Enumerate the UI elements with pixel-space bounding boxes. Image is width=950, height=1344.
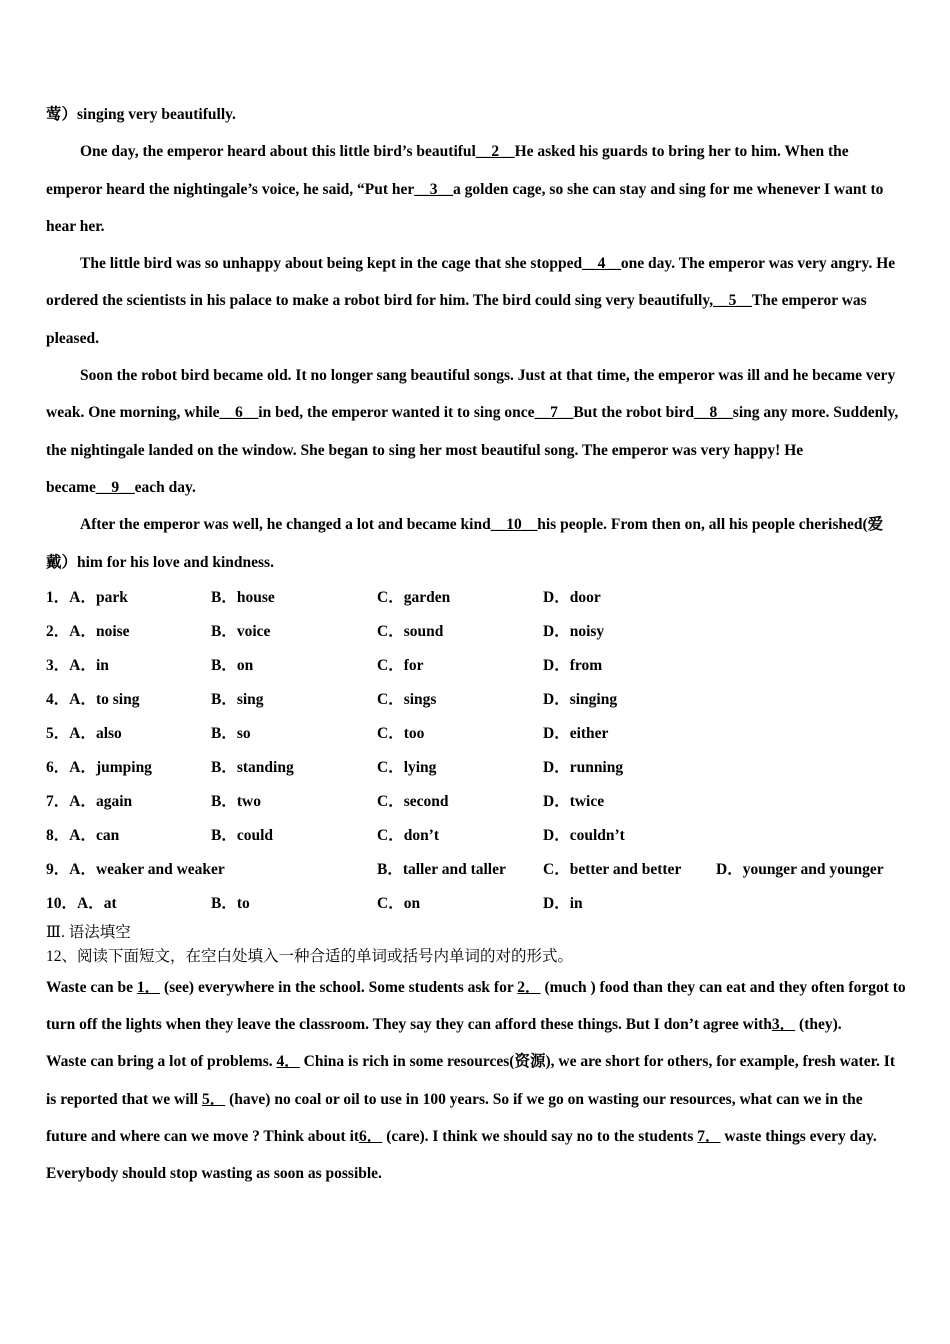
text-run: Waste can bring a lot of problems. bbox=[46, 1053, 277, 1071]
option-a: 6．A．jumping bbox=[46, 758, 152, 776]
option-b: B．so bbox=[211, 724, 251, 742]
passage1-paragraph-1 bbox=[46, 133, 906, 245]
option-a: 2．A．noise bbox=[46, 622, 130, 640]
blank-9: __9__ bbox=[95, 478, 135, 496]
passage1-paragraph-2 bbox=[46, 245, 906, 357]
option-c: C．don’t bbox=[377, 826, 440, 844]
text-run: The emperor was pleased. bbox=[46, 292, 867, 347]
option-d: D．couldn’t bbox=[543, 826, 625, 844]
blank-2: 2． bbox=[517, 978, 541, 996]
option-a: 9．A．weaker and weaker bbox=[46, 860, 225, 878]
option-b: B．voice bbox=[211, 622, 271, 640]
section-heading: Ⅲ. 语法填空 bbox=[46, 923, 131, 941]
option-d: D．twice bbox=[543, 792, 605, 810]
text-run: Waste can be bbox=[46, 978, 137, 996]
passage2-paragraph-2 bbox=[46, 1043, 906, 1192]
option-b: B．standing bbox=[211, 758, 294, 776]
blank-3: 3． bbox=[771, 1016, 796, 1034]
option-c: C．better and better bbox=[543, 860, 682, 878]
text-run: (have) no coal or oil to use in 100 years. So if we go on wasting our resources, what can we in the future and where can we move ? Think about it bbox=[46, 1090, 863, 1146]
text-run: Soon the robot bird became old. It no longer sang beautiful songs. Just at that time, the emperor was ill and he became very weak. One morning, while bbox=[46, 367, 896, 422]
text-run: (they). bbox=[795, 1016, 842, 1034]
option-c: C．garden bbox=[377, 588, 451, 606]
text-run: waste things every day. Everybody should stop wasting as soon as possible. bbox=[46, 1128, 877, 1183]
option-d: D．younger and younger bbox=[716, 860, 884, 878]
text-run: a golden cage, so she can stay and sing for me whenever I want to hear her. bbox=[46, 180, 884, 235]
blank-5: __5__ bbox=[713, 292, 752, 310]
text-run: (care). I think we should say no to the students bbox=[382, 1128, 698, 1146]
option-c: C．too bbox=[377, 724, 425, 742]
option-d: D．noisy bbox=[543, 622, 605, 640]
option-c: C．lying bbox=[377, 758, 437, 776]
text-run: He asked his guards to bring her to him. When the emperor heard the nightingale’s voice, he said, “Put her bbox=[46, 143, 849, 198]
text-run: his people. From then on, all his people cherished(爱戴）him for his love and kindness. bbox=[46, 516, 884, 571]
option-b: B．house bbox=[211, 588, 275, 606]
option-a: 3．A．in bbox=[46, 656, 109, 674]
blank-4: 4． bbox=[276, 1053, 300, 1071]
document-page bbox=[46, 96, 906, 1193]
option-row-1 bbox=[46, 581, 906, 615]
option-d: D．either bbox=[543, 724, 609, 742]
text-run: But the robot bird bbox=[573, 404, 695, 422]
option-a: 4．A．to sing bbox=[46, 690, 140, 708]
option-row-4 bbox=[46, 683, 906, 717]
text-run: each day. bbox=[134, 478, 196, 496]
option-c: C．sings bbox=[377, 690, 437, 708]
option-row-8 bbox=[46, 819, 906, 853]
blank-8: __8__ bbox=[694, 404, 733, 422]
blank-5: 5． bbox=[201, 1090, 226, 1108]
blank-3: __3__ bbox=[414, 180, 453, 198]
blank-7: 7． bbox=[697, 1128, 721, 1146]
blank-7: __7__ bbox=[534, 404, 574, 422]
option-b: B．on bbox=[211, 656, 254, 674]
text-run: in bed, the emperor wanted it to sing once bbox=[258, 404, 535, 422]
option-a: 8．A．can bbox=[46, 826, 120, 844]
option-d: D．in bbox=[543, 894, 583, 912]
blank-10: __10__ bbox=[490, 516, 538, 534]
option-a: 5．A．also bbox=[46, 724, 122, 742]
text-run: sing any more. Suddenly, the nightingale landed on the window. She began to sing her most beautiful song. The emperor was very happy! He became bbox=[46, 404, 899, 496]
option-b: B．taller and taller bbox=[377, 860, 506, 878]
option-b: B．sing bbox=[211, 690, 264, 708]
option-d: D．door bbox=[543, 588, 601, 606]
section-instruction: 12、阅读下面短文，在空白处填入一种合适的单词或括号内单词的对的形式。 bbox=[46, 947, 574, 965]
option-row-10 bbox=[46, 887, 906, 921]
text-run: The little bird was so unhappy about being kept in the cage that she stopped bbox=[80, 255, 583, 273]
blank-2: __2__ bbox=[475, 143, 515, 161]
option-b: B．two bbox=[211, 792, 261, 810]
passage2-paragraph-1 bbox=[46, 969, 906, 1044]
option-row-3 bbox=[46, 649, 906, 683]
blank-6: __6__ bbox=[219, 404, 259, 422]
option-a: 7．A．again bbox=[46, 792, 133, 810]
option-row-5 bbox=[46, 717, 906, 751]
text-run: (much ) food than they can eat and they often forgot to turn off the lights when they leave the classroom. They say they can afford these things. But I don’t agree with bbox=[46, 978, 906, 1034]
blank-1: 1． bbox=[136, 978, 161, 996]
option-c: C．second bbox=[377, 792, 449, 810]
option-row-9 bbox=[46, 853, 906, 887]
passage1-paragraph-4 bbox=[46, 506, 906, 581]
option-row-7 bbox=[46, 785, 906, 819]
text-run: One day, the emperor heard about this little bird’s beautiful bbox=[80, 143, 476, 161]
option-d: D．singing bbox=[543, 690, 618, 708]
option-d: D．from bbox=[543, 656, 603, 674]
text-run: China is rich in some resources(资源), we are short for others, for example, fresh water. It is reported that we will bbox=[46, 1053, 895, 1108]
option-row-2 bbox=[46, 615, 906, 649]
text-run: (see) everywhere in the school. Some students ask for bbox=[160, 978, 518, 996]
option-c: C．for bbox=[377, 656, 424, 674]
option-b: B．could bbox=[211, 826, 274, 844]
passage1-paragraph-3 bbox=[46, 357, 906, 506]
option-row-6 bbox=[46, 751, 906, 785]
option-c: C．on bbox=[377, 894, 421, 912]
text-run: one day. The emperor was very angry. He ordered the scientists in his palace to make a robot bird for him. The bird could sing very beautifully, bbox=[46, 255, 896, 310]
passage1-intro: 莺）singing very beautifully. bbox=[46, 106, 236, 123]
option-b: B．to bbox=[211, 894, 250, 912]
option-d: D．running bbox=[543, 758, 624, 776]
text-run: After the emperor was well, he changed a lot and became kind bbox=[80, 516, 491, 534]
option-a: 1．A．park bbox=[46, 588, 128, 606]
blank-4: __4__ bbox=[582, 255, 621, 273]
option-a: 10．A．at bbox=[46, 894, 117, 912]
blank-6: 6． bbox=[359, 1128, 383, 1146]
option-c: C．sound bbox=[377, 622, 444, 640]
options-list bbox=[46, 581, 906, 921]
